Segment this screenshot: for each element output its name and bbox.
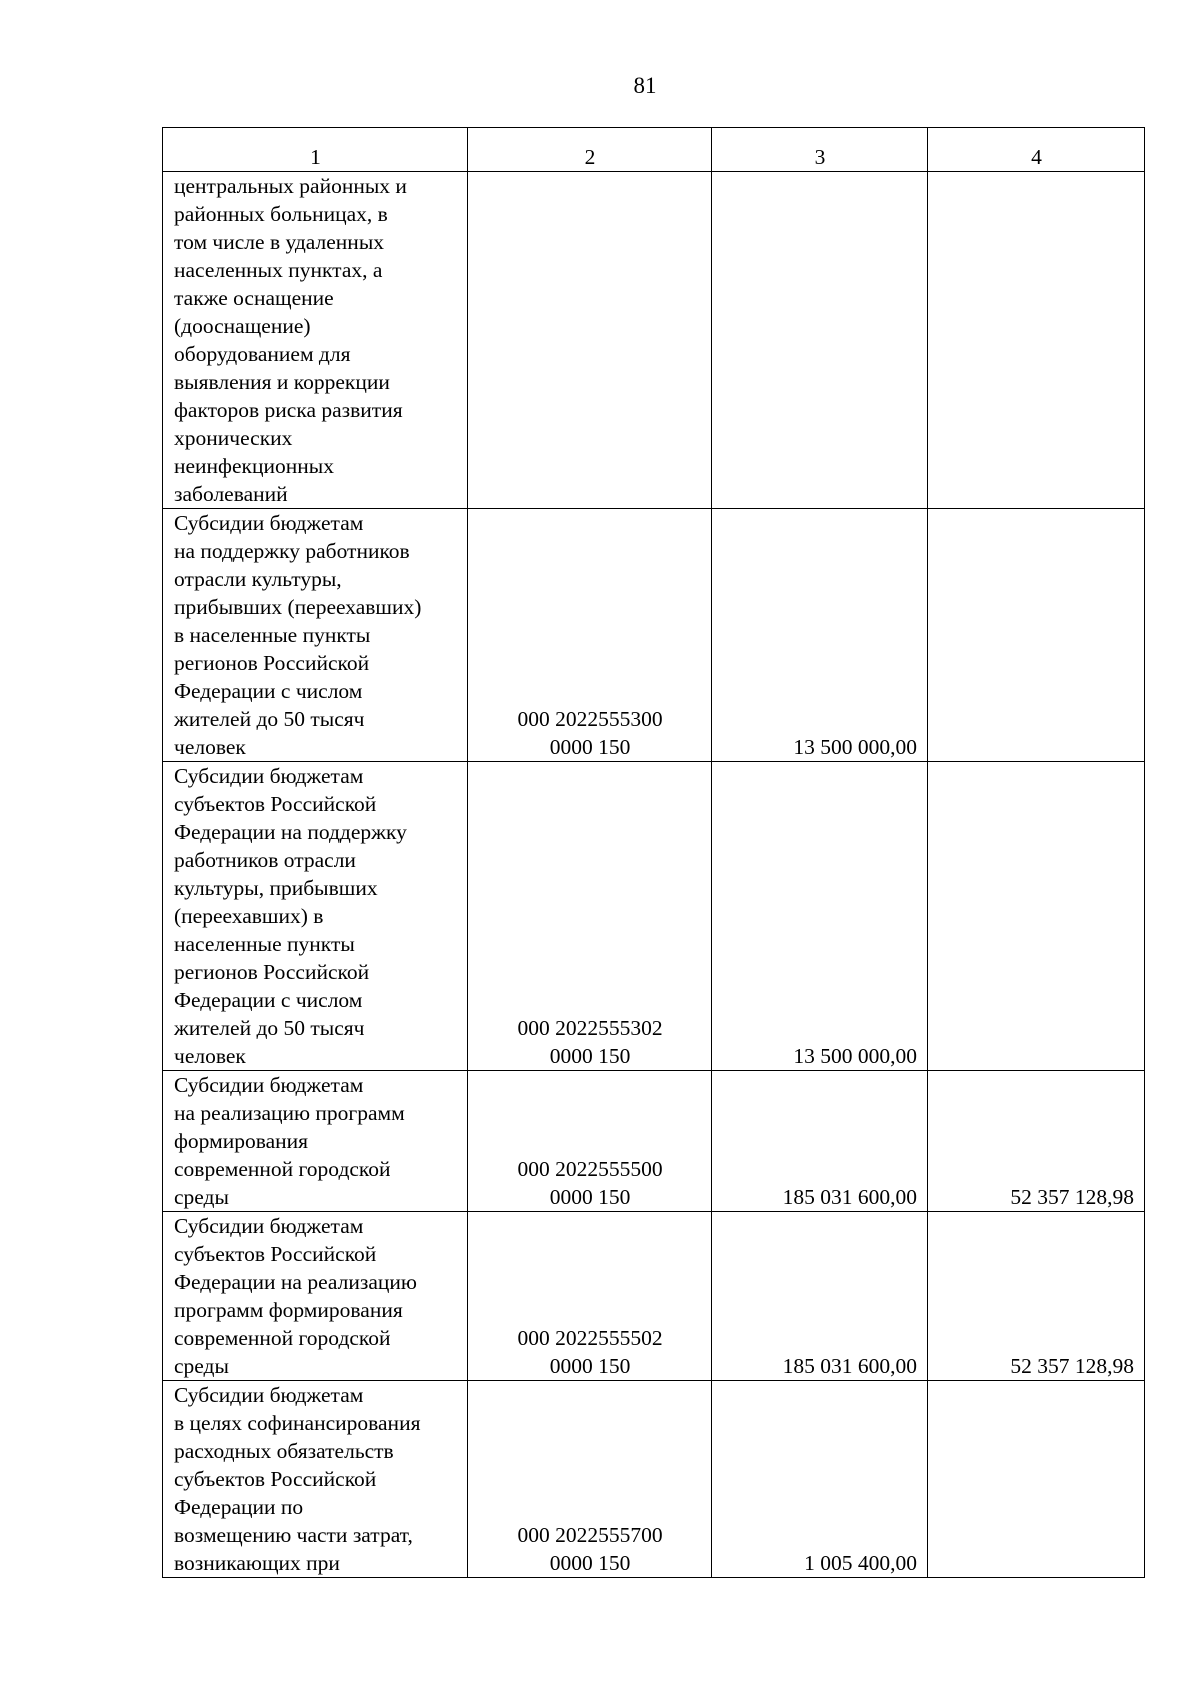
table-row [163,172,1145,509]
row-amount-col4: 52 357 128,98 [928,1212,1145,1381]
budget-table [162,127,1145,1578]
row-amount-col3: 185 031 600,00 [712,1212,928,1381]
row-description: Субсидии бюджетам в целях софинансирования расходных обязательств субъектов Российской Федерации по возмещению части затрат, возникающих при [163,1381,468,1578]
row-code [468,172,712,509]
row-amount-col3: 13 500 000,00 [712,509,928,762]
row-amount-col3: 1 005 400,00 [712,1381,928,1578]
table-row [163,1071,1145,1212]
row-code: 000 2022555500 0000 150 [468,1071,712,1212]
row-amount-col4 [928,172,1145,509]
column-header-3: 3 [712,128,928,172]
column-header-1: 1 [163,128,468,172]
row-description: центральных районных и районных больницах, в том числе в удаленных населенных пунктах, а также оснащение (дооснащение) оборудованием для выявления и коррекции факторов риска развития хронических неинфекционных заболеваний [163,172,468,509]
row-amount-col3: 13 500 000,00 [712,762,928,1071]
row-description: Субсидии бюджетам на поддержку работников отрасли культуры, прибывших (переехавших) в населенные пункты регионов Российской Федерации с числом жителей до 50 тысяч человек [163,509,468,762]
row-amount-col4 [928,1381,1145,1578]
row-amount-col3: 185 031 600,00 [712,1071,928,1212]
table-row [163,1212,1145,1381]
row-amount-col4: 52 357 128,98 [928,1071,1145,1212]
row-code: 000 2022555302 0000 150 [468,762,712,1071]
row-amount-col4 [928,762,1145,1071]
row-amount-col4 [928,509,1145,762]
row-code: 000 2022555700 0000 150 [468,1381,712,1578]
row-description: Субсидии бюджетам субъектов Российской Федерации на поддержку работников отрасли культуры, прибывших (переехавших) в населенные пункты регионов Российской Федерации с числом жителей до 50 тысяч человек [163,762,468,1071]
row-description: Субсидии бюджетам субъектов Российской Федерации на реализацию программ формирования современной городской среды [163,1212,468,1381]
table-row [163,1381,1145,1578]
table-body [163,172,1145,1578]
table-row [163,762,1145,1071]
row-code: 000 2022555300 0000 150 [468,509,712,762]
row-amount-col3 [712,172,928,509]
row-description: Субсидии бюджетам на реализацию программ формирования современной городской среды [163,1071,468,1212]
column-header-2: 2 [468,128,712,172]
table-row [163,509,1145,762]
row-code: 000 2022555502 0000 150 [468,1212,712,1381]
page-number: 81 [633,73,657,98]
header-row [163,128,1145,172]
table-header [163,128,1145,172]
column-header-4: 4 [928,128,1145,172]
